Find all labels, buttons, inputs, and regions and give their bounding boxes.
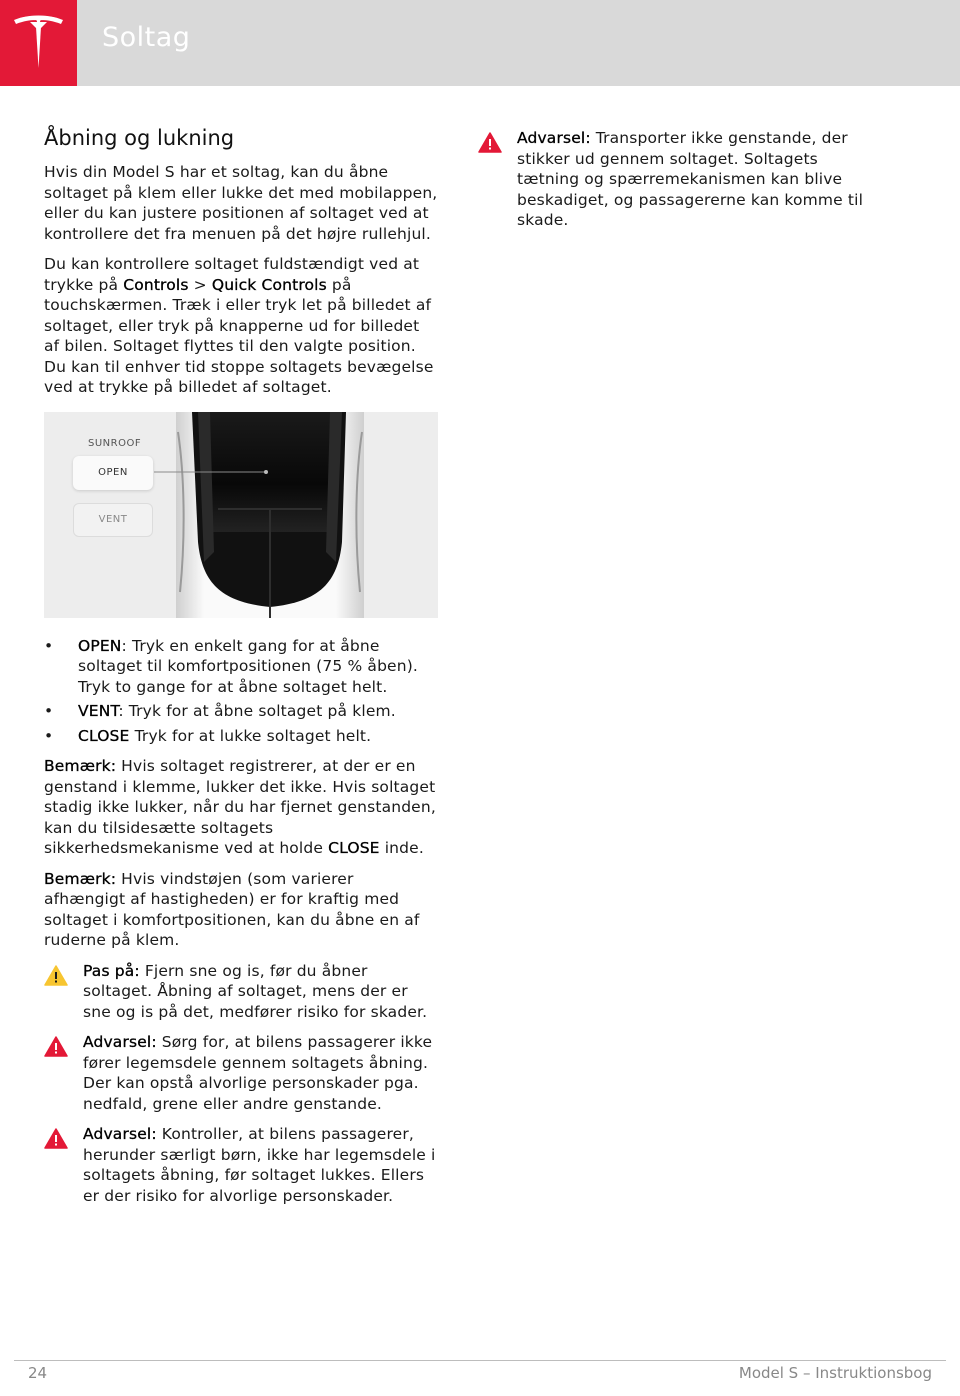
note-obstruction <box>44 756 438 859</box>
button-list <box>44 636 438 747</box>
page-header <box>0 0 960 86</box>
warning-body: Kontroller, at bilens passagerer, herunder særligt børn, ikke har legemsdele i soltagets åbning, før soltaget lukkes. Ellers er der risiko for alvorlige personskader. <box>83 1125 436 1205</box>
caution-text <box>83 961 438 1023</box>
warning-text <box>517 128 872 231</box>
note-text-b: inde. <box>379 839 424 857</box>
page-title: Soltag <box>102 22 191 53</box>
vent-description: : Tryk for at åbne soltaget på klem. <box>118 702 396 720</box>
warning-triangle-icon <box>44 1036 68 1057</box>
warning-box <box>44 1124 438 1206</box>
note-label: Bemærk: <box>44 869 117 888</box>
note-wind-noise <box>44 869 438 951</box>
warning-label: Advarsel: <box>83 1033 157 1051</box>
caution-body: Fjern sne og is, før du åbner soltaget. Åbning af soltaget, mens der er sne og is på det, medfører risiko for skader. <box>83 961 428 1021</box>
page-number: 24 <box>28 1364 48 1382</box>
footer-title: Model S – Instruktionsbog <box>738 1364 932 1382</box>
warning-text <box>83 1032 438 1114</box>
warning-triangle-icon <box>478 132 502 153</box>
footer-divider <box>14 1360 946 1361</box>
quick-controls-term: Quick Controls <box>211 275 327 294</box>
open-term: OPEN <box>78 636 122 655</box>
warning-body: Sørg for, at bilens passagerer ikke fører legemsdele gennem soltagets åbning. Der kan opstå alvorlige personskader pga. nedfald, grene eller andre genstande. <box>83 1033 433 1113</box>
warning-box <box>478 128 918 231</box>
open-description: : Tryk en enkelt gang for at åbne soltaget til komfortpositionen (75 % åben). Tryk to gange for at åbne soltaget helt. <box>78 636 418 696</box>
section-heading: Åbning og lukning <box>44 126 235 150</box>
warning-label: Advarsel: <box>83 1125 157 1143</box>
logo-box <box>0 0 77 86</box>
left-column <box>44 126 438 1216</box>
figure-open-button: OPEN <box>73 456 153 490</box>
controls-paragraph <box>44 254 438 398</box>
list-item <box>44 726 438 747</box>
warning-label: Advarsel: <box>517 129 591 147</box>
close-term-inline: CLOSE <box>328 839 380 857</box>
pointer-line <box>44 412 438 618</box>
close-description: Tryk for at lukke soltaget helt. <box>129 726 372 745</box>
vent-term: VENT <box>78 702 119 720</box>
caution-box <box>44 961 438 1023</box>
list-item <box>44 701 438 722</box>
list-item <box>44 636 438 698</box>
figure-sunroof-label: SUNROOF <box>88 437 142 449</box>
figure-vent-button: VENT <box>73 503 153 537</box>
controls-text-a: Du kan kontrollere soltaget fuldstændigt ved at trykke på <box>44 255 420 294</box>
menu-separator: > <box>188 275 212 294</box>
warning-text <box>83 1124 438 1206</box>
close-term: CLOSE <box>78 726 130 745</box>
intro-paragraph: Hvis din Model S har et soltag, kan du åbne soltaget på klem eller lukke det med mobilappen, eller du kan justere positionen af soltaget ved at kontrollere det fra menuen på det højre rullehjul. <box>44 163 438 243</box>
warning-triangle-icon <box>44 1128 68 1149</box>
tesla-logo-icon <box>12 14 65 70</box>
warning-body: Transporter ikke genstande, der stikker ud gennem soltaget. Soltagets tætning og spærremekanismen kan blive beskadiget, og passagererne kan komme til skade. <box>517 129 864 229</box>
sunroof-figure <box>44 412 438 618</box>
caution-triangle-icon <box>44 965 68 986</box>
right-column <box>478 128 918 241</box>
note-label: Bemærk: <box>44 757 117 775</box>
warning-box <box>44 1032 438 1114</box>
controls-text-b: på touchskærmen. Træk i eller tryk let på billedet af soltaget, eller tryk på knapperne ud for billedet af bilen. Soltaget flyttes til den valgte position. Du kan til enhver tid stoppe soltagets bevægelse ved at trykke på billedet af soltaget. <box>44 275 434 396</box>
note-text-a: Hvis soltaget registrerer, at der er en genstand i klemme, lukker det ikke. Hvis soltaget stadig ikke lukker, når du har fjernet genstanden, kan du tilsidesætte soltagets sikkerhedsmekanisme ved at holde <box>44 757 436 857</box>
controls-term: Controls <box>123 275 189 294</box>
note-text: Hvis vindstøjen (som varierer afhængigt af hastigheden) er for kraftig med soltaget i komfortpositionen, kan du åbne en af ruderne på klem. <box>44 869 420 949</box>
caution-label: Pas på: <box>83 961 140 980</box>
